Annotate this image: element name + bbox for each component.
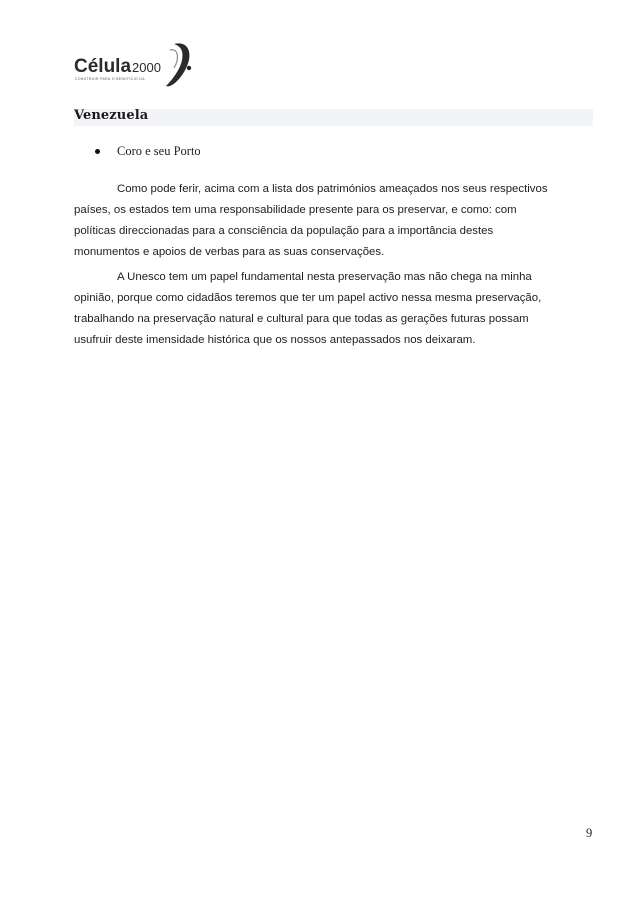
heading-shading (74, 109, 593, 126)
bullet-text: Coro e seu Porto (117, 144, 201, 158)
paragraph-line: usufruir deste imensidade histórica que os nossos antepassados nos deixaram. (74, 334, 476, 346)
paragraph-line: A Unesco tem um papel fundamental nesta preservação mas não chega na minha (117, 271, 532, 283)
paragraph-line: políticas direccionadas para a consciência da população para a importância destes (74, 225, 494, 237)
swirl-icon (166, 43, 189, 86)
bullet-icon (95, 149, 100, 154)
logo-brand-text: Célula (74, 56, 132, 77)
paragraph-line: opinião, porque como cidadãos teremos que ter um papel activo nessa mesma preservação, (74, 292, 542, 304)
paragraph-line: trabalhando na preservação natural e cultural para que todas as gerações futuras possam (74, 313, 529, 325)
list-item (95, 144, 201, 159)
logo-tagline-text: CONSTRUIR PARA O BENEFÍCIO DA (75, 77, 145, 81)
logo-number-text: 2000 (132, 60, 161, 75)
page-number: 9 (586, 826, 593, 840)
logo-graphic (74, 36, 196, 90)
paragraph (74, 179, 594, 263)
paragraph-line: Como pode ferir, acima com a lista dos patrimónios ameaçados nos seus respectivos (117, 183, 548, 195)
bullet-list (95, 144, 201, 159)
paragraph (74, 267, 594, 351)
celula-2000-logo (74, 36, 196, 90)
paragraph-line: monumentos e apoios de verbas para as suas conservações. (74, 246, 385, 258)
section-heading: Venezuela (74, 108, 149, 123)
logo-dot-icon (187, 66, 191, 70)
paragraph-line: países, os estados tem uma responsabilidade presente para os preservar, e como: com (74, 204, 517, 216)
swirl-highlight-icon (170, 50, 177, 68)
